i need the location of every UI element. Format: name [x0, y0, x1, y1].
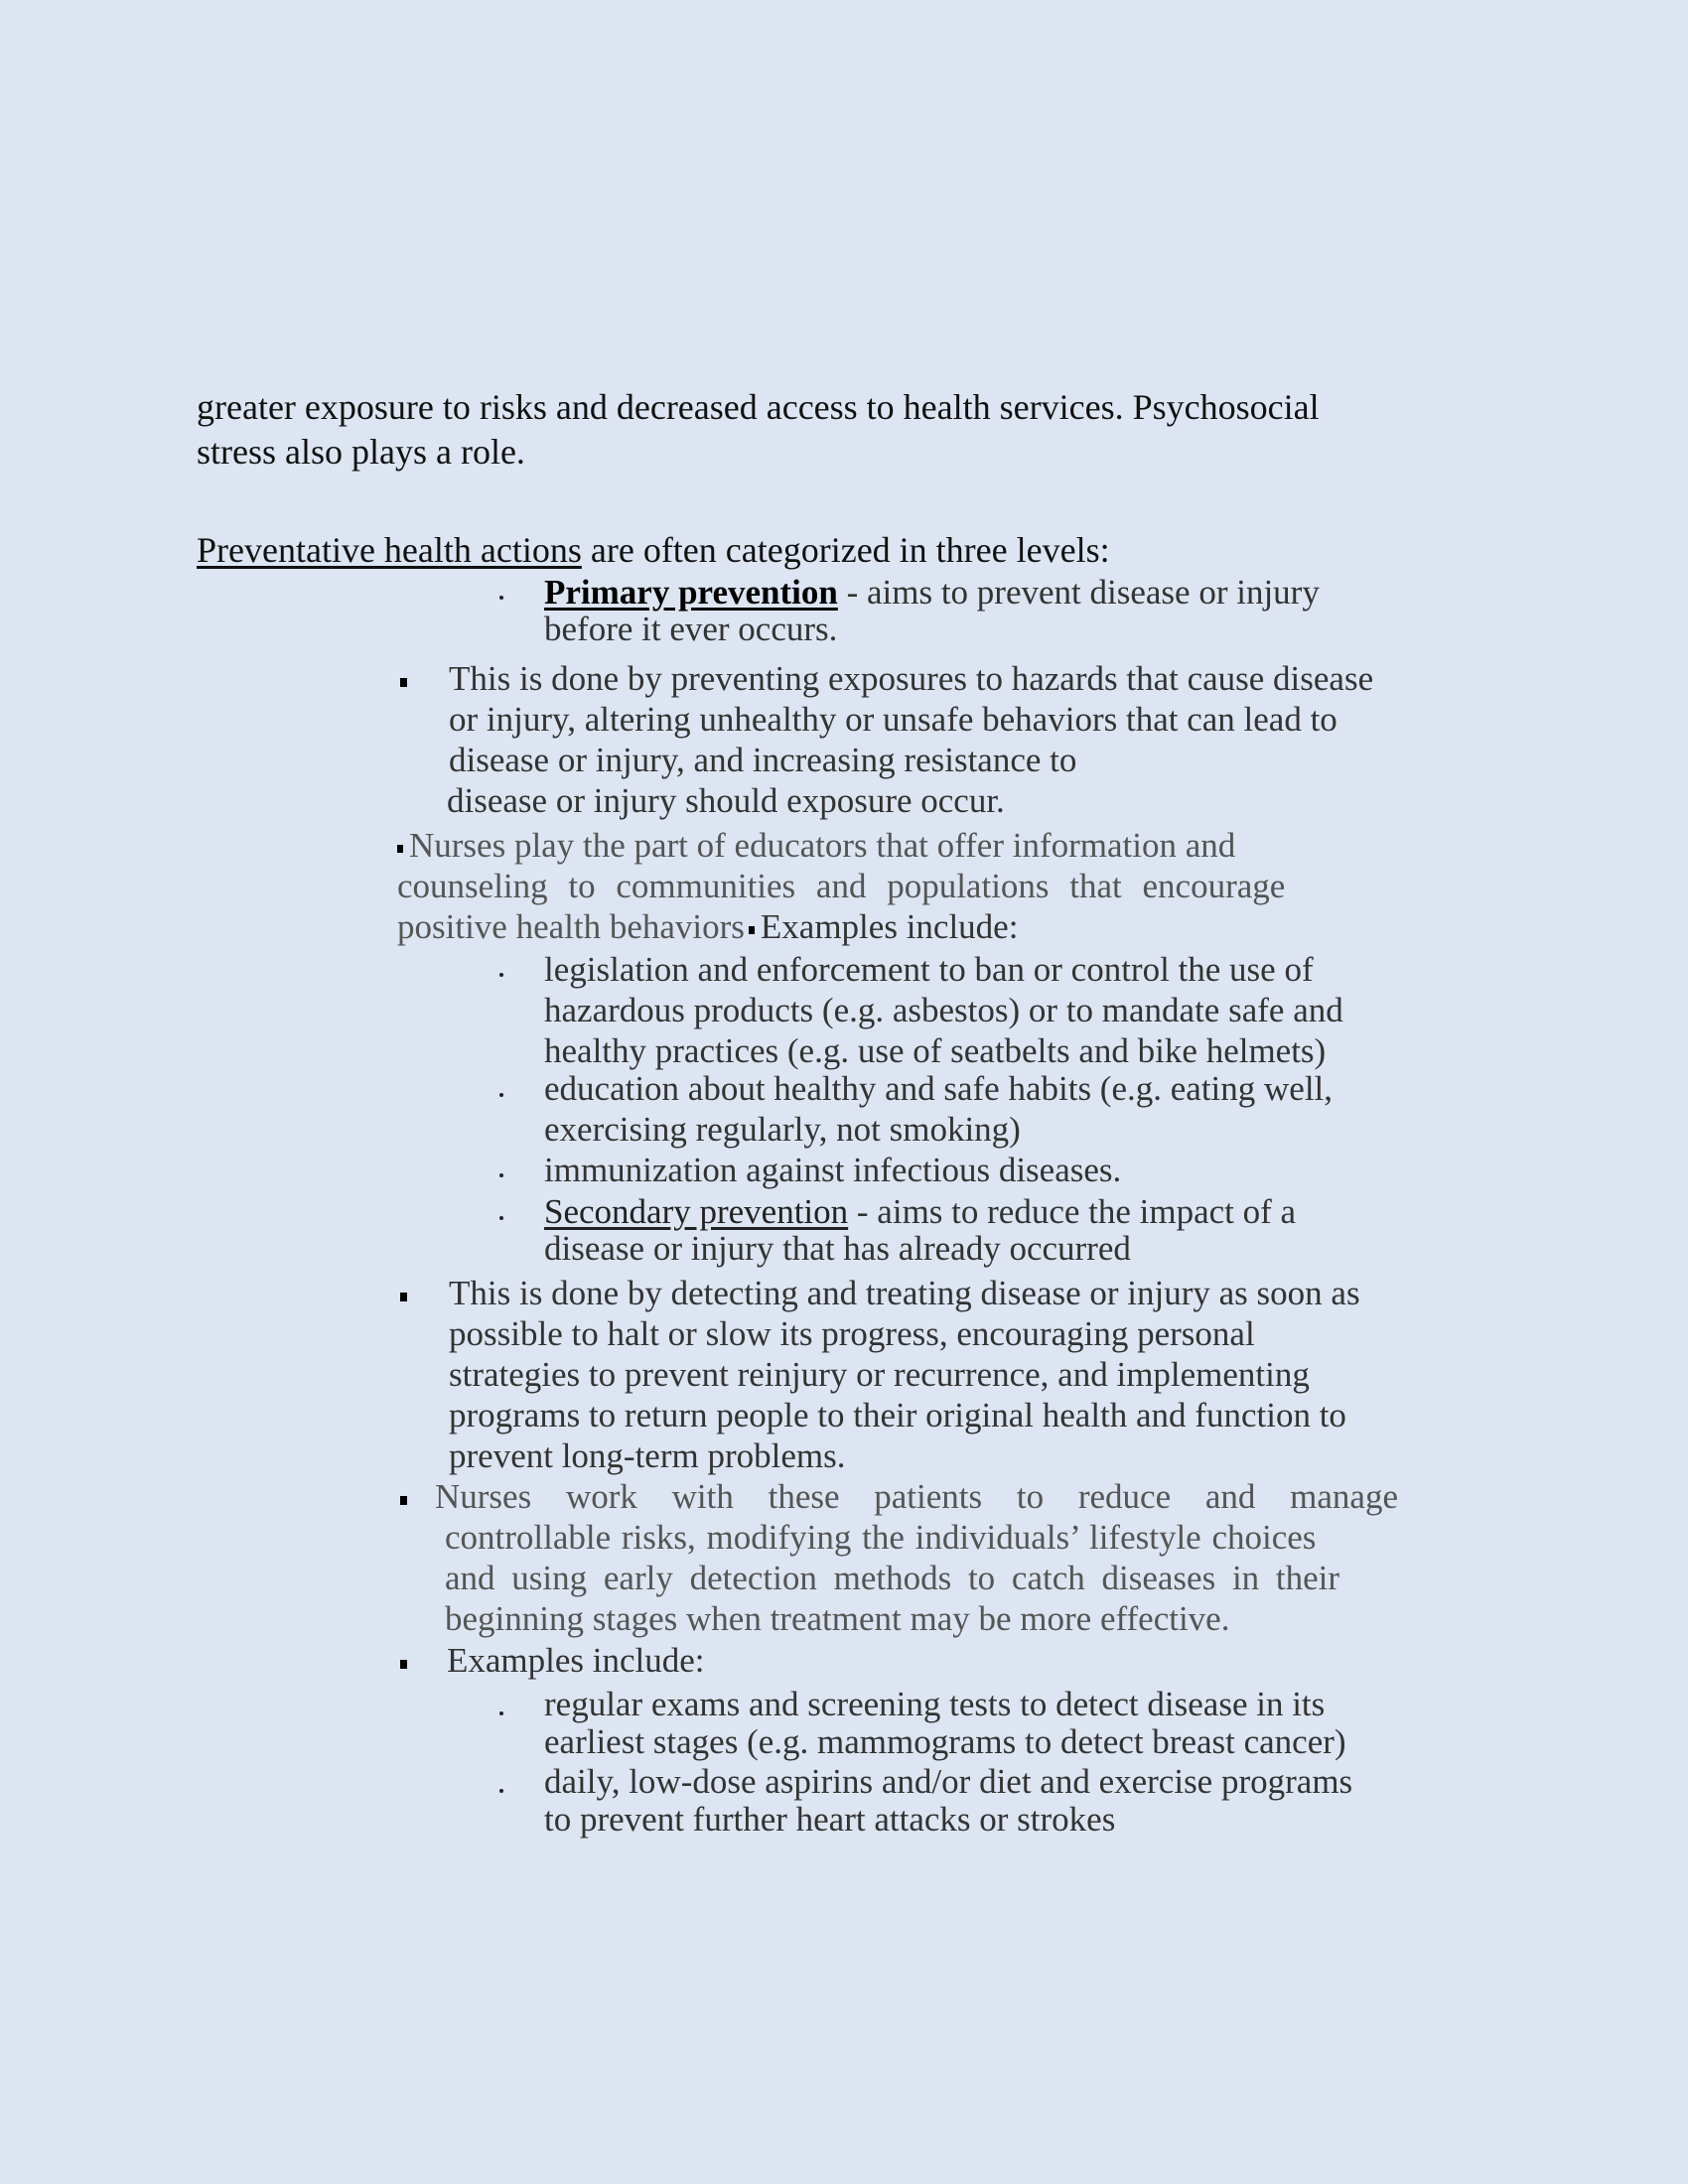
secondary-prevention-desc-2: disease or injury that has already occurred	[544, 1229, 1131, 1268]
text-line: healthy practices (e.g. use of seatbelts and bike helmets)	[544, 1031, 1327, 1070]
secondary-nurses-paragraph	[435, 1476, 1398, 1639]
bullet-square-icon	[400, 678, 407, 687]
text-line: positive health behaviors	[397, 907, 745, 946]
example-item	[544, 1763, 1352, 1839]
bullet-dot-icon	[499, 1789, 503, 1793]
text-line: earliest stages (e.g. mammograms to detect breast cancer)	[544, 1722, 1346, 1761]
bullet-square-icon	[400, 1660, 407, 1669]
bullet-square-icon	[400, 1496, 407, 1505]
bullet-dot-icon	[499, 973, 503, 977]
example-item	[544, 1150, 1121, 1190]
secondary-prevention-title: Secondary prevention	[544, 1192, 849, 1231]
text-line: to prevent further heart attacks or strokes	[544, 1800, 1116, 1839]
example-item	[544, 1686, 1346, 1761]
text-line: strategies to prevent reinjury or recurrence, and implementing	[449, 1355, 1310, 1394]
secondary-examples-label: Examples include:	[447, 1641, 705, 1680]
bullet-square-icon	[400, 1293, 407, 1301]
primary-method-paragraph	[449, 658, 1373, 821]
text-line: prevent long-term problems.	[449, 1436, 846, 1475]
text-line: programs to return people to their original health and function to	[449, 1396, 1346, 1434]
levels-heading	[197, 528, 1110, 573]
secondary-prevention-desc: - aims to reduce the impact of a	[848, 1192, 1297, 1231]
text-line: This is done by preventing exposures to hazards that cause disease	[449, 659, 1374, 698]
text-line: beginning stages when treatment may be more effective.	[445, 1599, 1230, 1638]
text-line: counseling to communities and populations that encourage	[397, 867, 1286, 905]
text-line: Nurses work with these patients to reduce and manage	[435, 1477, 1398, 1516]
intro-line: greater exposure to risks and decreased access to health services. Psychosocial	[197, 387, 1320, 427]
intro-line: stress also plays a role.	[197, 432, 525, 472]
primary-nurses-paragraph	[397, 825, 1365, 947]
primary-prevention-desc: - aims to prevent disease or injury	[837, 573, 1320, 612]
example-item	[544, 949, 1343, 1071]
intro-paragraph	[197, 385, 1320, 475]
heading-rest: are often categorized in three levels:	[581, 530, 1110, 570]
text-line: disease or injury should exposure occur.	[447, 781, 1005, 820]
bullet-square-icon	[397, 845, 403, 853]
primary-prevention-item	[544, 572, 1320, 649]
preventative-health-actions-term: Preventative health actions	[197, 530, 582, 570]
bullet-dot-icon	[499, 1711, 503, 1715]
text-line: Nurses play the part of educators that offer information and	[409, 826, 1236, 865]
text-line: exercising regularly, not smoking)	[544, 1110, 1021, 1149]
secondary-method-paragraph	[449, 1273, 1360, 1476]
text-line: regular exams and screening tests to detect disease in its	[544, 1685, 1326, 1723]
text-line: This is done by detecting and treating disease or injury as soon as	[449, 1274, 1360, 1312]
text-line: possible to halt or slow its progress, encouraging personal	[449, 1314, 1255, 1353]
bullet-dot-icon	[499, 1216, 503, 1220]
text-line: education about healthy and safe habits (e.g. eating well,	[544, 1069, 1334, 1108]
text-line: and using early detection methods to catch diseases in their	[445, 1559, 1340, 1597]
examples-label: Examples include:	[760, 907, 1019, 946]
primary-prevention-desc-2: before it ever occurs.	[544, 610, 838, 648]
text-line: immunization against infectious diseases.	[544, 1151, 1122, 1189]
bullet-square-icon	[749, 926, 755, 934]
text-line: or injury, altering unhealthy or unsafe behaviors that can lead to	[449, 700, 1337, 739]
text-line: disease or injury, and increasing resistance to	[449, 741, 1077, 779]
text-line: hazardous products (e.g. asbestos) or to mandate safe and	[544, 991, 1343, 1029]
text-line: daily, low-dose aspirins and/or diet and exercise programs	[544, 1762, 1353, 1801]
bullet-dot-icon	[499, 1173, 503, 1177]
bullet-dot-icon	[499, 596, 503, 600]
bullet-dot-icon	[499, 1093, 503, 1097]
text-line: controllable risks, modifying the individuals’ lifestyle choices	[445, 1518, 1317, 1557]
text-line: legislation and enforcement to ban or control the use of	[544, 950, 1314, 989]
primary-prevention-title: Primary prevention	[544, 573, 838, 612]
secondary-prevention-item	[544, 1191, 1296, 1269]
example-item	[544, 1068, 1333, 1150]
